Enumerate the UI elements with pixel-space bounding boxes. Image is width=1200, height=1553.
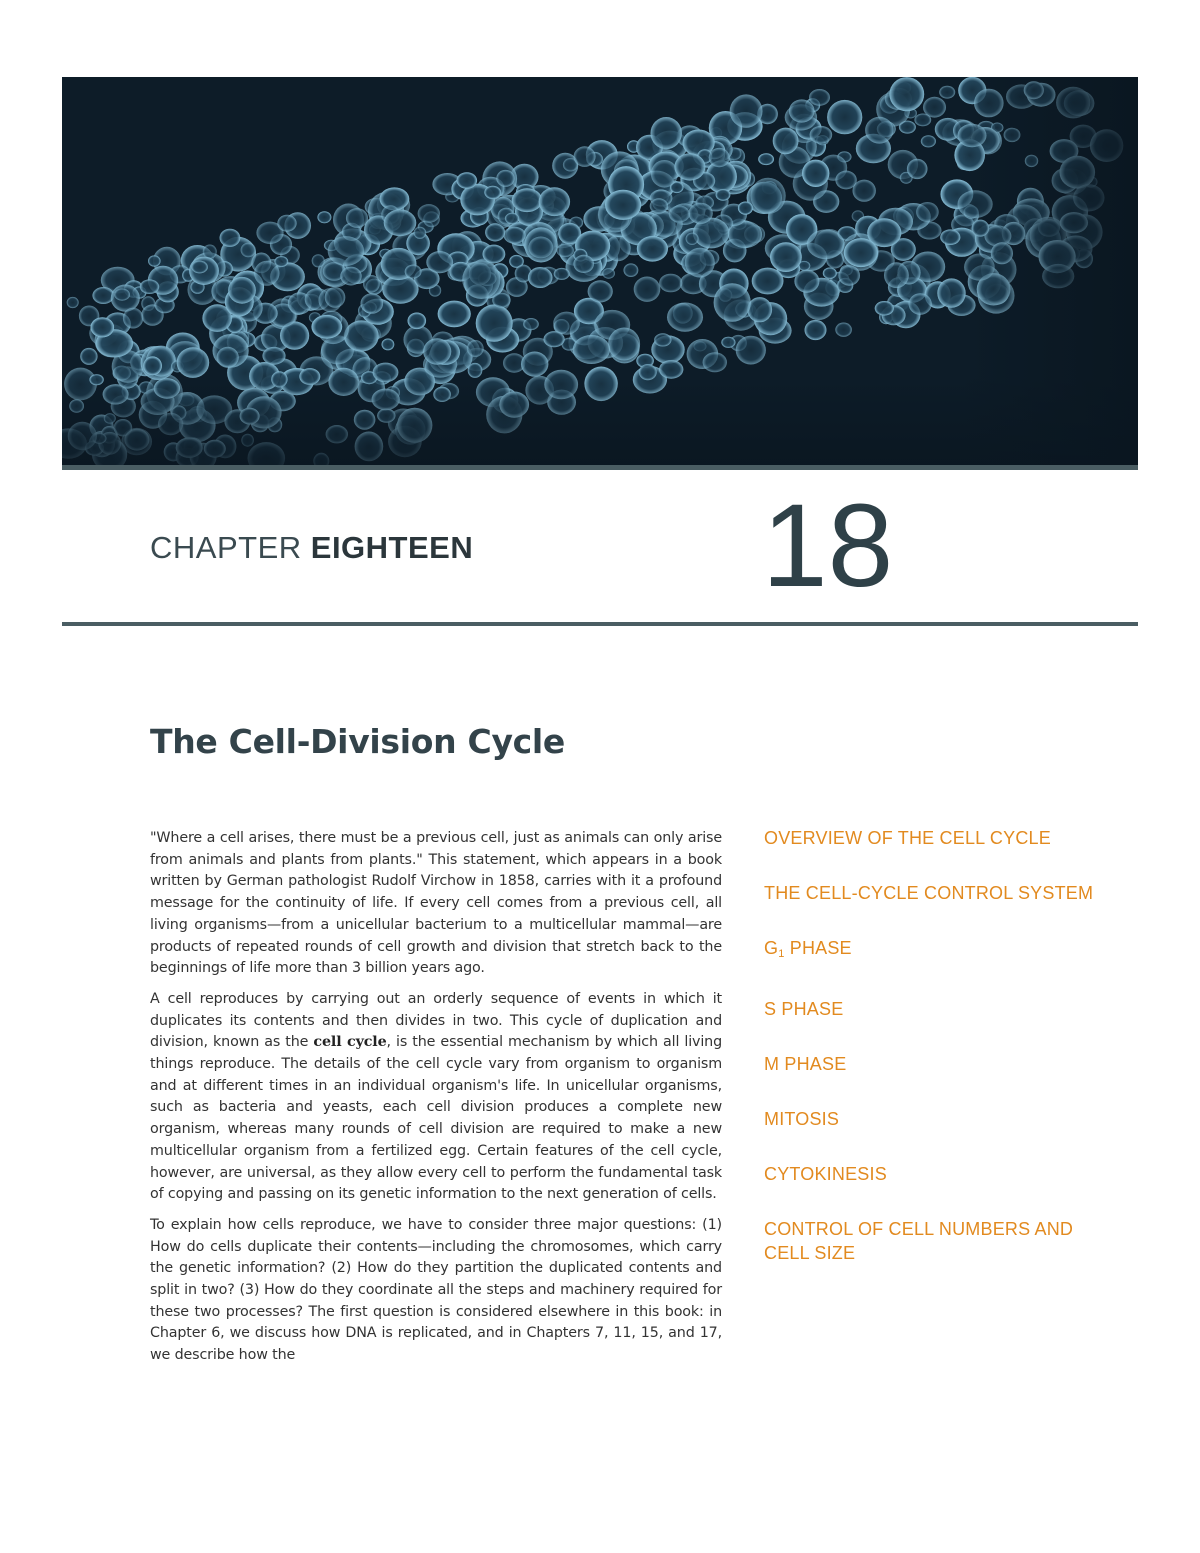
cell-shape xyxy=(738,202,753,215)
cell-shape xyxy=(408,313,427,330)
paragraph-2-lead: A cell reproduces by carrying out an orderly sequence of events in which it duplicates its contents and then divides in two. This cycle of duplication and division, known as the xyxy=(150,990,722,1051)
cell-shape xyxy=(940,229,960,245)
cell-shape xyxy=(716,189,731,201)
chapter-label xyxy=(150,530,473,566)
toc-item-overview[interactable]: OVERVIEW OF THE CELL CYCLE xyxy=(764,828,1051,848)
cell-shape xyxy=(602,268,615,279)
cell-shape xyxy=(884,262,909,288)
cell-shape xyxy=(773,128,799,155)
cell-shape xyxy=(277,215,296,232)
cell-shape xyxy=(875,301,894,316)
cell-shape xyxy=(574,146,596,167)
cell-shape xyxy=(311,315,342,339)
cell-shape xyxy=(344,320,379,351)
cell-shape xyxy=(909,293,932,315)
cell-shape xyxy=(553,312,580,335)
cell-shape xyxy=(191,261,208,274)
cell-shape xyxy=(325,287,346,308)
cell-shape xyxy=(228,277,256,304)
toc-item-s-phase[interactable]: S PHASE xyxy=(764,999,844,1019)
cell-shape xyxy=(496,170,514,187)
chapter-word: EIGHTEEN xyxy=(310,530,474,565)
cell-shape xyxy=(554,268,570,280)
cell-shape xyxy=(492,293,510,308)
cell-shape xyxy=(67,297,79,308)
cell-shape xyxy=(605,190,641,220)
paragraph-2-rest: , is the essential mechanism by which all living things reproduce. The details of the cell cycle vary from organism to organism and at different times in an individual organism's life. In unicellular organisms, such as bacteria and yeasts, each cell division produces a complete new organism, whereas many rounds of cell division are required to make a new multicellular organism from a fertilized egg. Certain features of the cell cycle, however, are universal, as they allow every cell to perform the fundamental task of copying and passing on its genetic information to the next generation of cells. xyxy=(150,1034,723,1203)
cell-shape xyxy=(467,340,484,357)
cell-shape xyxy=(405,265,422,279)
cell-shape xyxy=(363,275,380,293)
cell-shape xyxy=(835,323,852,337)
cell-shape xyxy=(865,117,893,144)
cell-shape xyxy=(714,283,751,322)
toc-item-mitosis[interactable]: MITOSIS xyxy=(764,1109,840,1129)
cell-shape xyxy=(438,301,471,328)
cell-shape xyxy=(752,268,784,295)
cell-shape xyxy=(340,267,361,286)
cell-shape xyxy=(505,213,519,224)
cell-shape xyxy=(770,242,802,272)
body-text xyxy=(150,828,722,1376)
cell-shape xyxy=(637,236,668,262)
toc-item-control-system[interactable]: THE CELL-CYCLE CONTROL SYSTEM xyxy=(764,883,1094,903)
cell-shape xyxy=(805,320,827,340)
cell-shape xyxy=(262,347,285,365)
cell-shape xyxy=(483,245,506,264)
cell-shape xyxy=(143,356,162,375)
cell-shape xyxy=(654,333,671,346)
cell-shape xyxy=(573,335,610,364)
cell-shape xyxy=(346,208,368,228)
cell-shape xyxy=(328,236,364,266)
chapter-prefix: CHAPTER xyxy=(150,530,302,565)
page-title: The Cell-Division Cycle xyxy=(150,722,566,761)
cell-shape xyxy=(651,117,682,149)
paragraph-2 xyxy=(150,989,722,1206)
cell-shape xyxy=(651,160,678,188)
cell-shape xyxy=(721,337,735,348)
cell-micrograph xyxy=(62,77,1138,469)
cell-shape xyxy=(423,338,451,364)
cell-shape xyxy=(758,153,774,165)
cell-shape xyxy=(382,339,395,351)
cell-shape xyxy=(827,100,862,134)
cell-shape xyxy=(361,293,384,314)
cell-shape xyxy=(140,279,159,294)
cell-shape xyxy=(914,114,931,127)
cell-shape xyxy=(317,211,331,223)
cell-shape xyxy=(177,347,210,378)
cell-shape xyxy=(730,94,763,127)
cell-shape xyxy=(703,352,727,372)
cell-shape xyxy=(823,268,837,279)
cell-shape xyxy=(809,89,830,106)
cell-shape xyxy=(484,186,501,199)
cell-shape xyxy=(468,363,483,378)
toc-item-cell-numbers[interactable]: CONTROL OF CELL NUMBERS AND CELL SIZE xyxy=(764,1219,1074,1263)
cell-shape xyxy=(457,172,478,189)
cell-shape xyxy=(92,287,114,304)
toc-item-g1-label: PHASE xyxy=(784,938,852,958)
cell-shape xyxy=(544,331,565,347)
cell-shape xyxy=(556,244,574,257)
cell-shape xyxy=(674,153,705,180)
cell-shape xyxy=(254,261,279,286)
cell-shape xyxy=(667,303,703,332)
cell-shape xyxy=(669,206,690,223)
cell-shape xyxy=(747,297,772,322)
cell-shape xyxy=(916,202,939,222)
cell-shape xyxy=(608,328,640,361)
cell-shape xyxy=(414,227,427,239)
cell-shape xyxy=(114,289,130,301)
cell-shape xyxy=(241,243,256,257)
toc-item-g1-phase[interactable] xyxy=(764,936,1094,966)
cell-shape xyxy=(220,229,241,247)
cell-shape xyxy=(939,86,955,99)
hero-divider xyxy=(62,465,1138,470)
cell-shape xyxy=(123,308,143,329)
cell-shape xyxy=(91,317,115,337)
cell-shape xyxy=(810,126,833,144)
toc-item-cytokinesis[interactable]: CYTOKINESIS xyxy=(764,1164,887,1184)
cell-shape xyxy=(650,198,668,213)
cell-shape xyxy=(685,248,715,278)
cell-shape xyxy=(838,265,860,285)
cell-shape xyxy=(588,280,613,302)
cell-shape xyxy=(521,352,548,377)
paragraph-1: "Where a cell arises, there must be a previous cell, just as animals can only arise from animals and plants from plants." This statement, which appears in a book written by German pathologist Rudolf Virchow in 1858, carries with it a profound message for the continuity of life. If every cell comes from a previous cell, all living organisms—from a unicellular bacterium to a multicellular mammal—are products of repeated rounds of cell growth and division that stretch back to the beginnings of life more than 3 billion years ago. xyxy=(150,830,722,977)
paragraph-3: To explain how cells reproduce, we have to consider three major questions: (1) How do cells duplicate their contents—including the chromosomes, which carry the genetic information? (2) How do they partition the duplicated contents and split in two? (3) How do they coordinate all the steps and machinery required for these two processes? The first question is considered elsewhere in this book: in Chapter 6, we discuss how DNA is replicated, and in Chapters 7, 11, 15, and 17, we describe how the xyxy=(150,1216,722,1364)
cell-shape xyxy=(794,270,819,293)
cell-shape xyxy=(688,203,712,224)
cell-shape xyxy=(418,204,440,223)
cell-shape xyxy=(853,180,876,202)
cell-shape xyxy=(217,347,239,368)
cell-shape xyxy=(921,135,936,147)
cell-shape xyxy=(476,304,513,341)
toc-item-m-phase[interactable]: M PHASE xyxy=(764,1054,847,1074)
toc-item-g1-subscript: 1 xyxy=(778,948,785,960)
cell-shape xyxy=(844,238,878,267)
cell-shape xyxy=(148,255,161,266)
cell-shape xyxy=(751,178,786,214)
chapter-divider xyxy=(62,622,1138,626)
cell-shape xyxy=(937,278,965,307)
cell-shape xyxy=(523,318,539,330)
chapter-number: 18 xyxy=(762,480,894,612)
chapter-contents xyxy=(764,826,1094,1296)
cell-shape xyxy=(659,360,683,379)
cell-shape xyxy=(485,223,505,241)
cell-shape xyxy=(384,209,417,236)
cell-shape xyxy=(462,260,500,299)
cell-shape xyxy=(80,348,97,365)
cell-shape xyxy=(573,255,594,273)
cell-shape xyxy=(789,99,815,122)
cell-shape xyxy=(659,274,682,293)
chapter-opener-image xyxy=(62,77,1138,469)
cell-shape xyxy=(802,160,829,187)
cell-shape xyxy=(539,187,570,216)
cell-shape xyxy=(624,263,639,277)
cell-shape xyxy=(426,251,453,273)
cell-shape xyxy=(907,159,928,179)
cell-shape xyxy=(634,277,661,302)
cell-shape xyxy=(736,336,766,365)
cell-shape xyxy=(528,267,553,288)
cell-shape xyxy=(686,233,699,245)
cell-shape xyxy=(709,148,730,167)
cell-shape xyxy=(889,77,924,111)
key-term: cell cycle xyxy=(313,1034,387,1051)
toc-item-g1-letter: G xyxy=(764,938,779,958)
cell-shape xyxy=(807,230,845,260)
cell-shape xyxy=(504,227,526,244)
cell-shape xyxy=(312,254,325,267)
cell-shape xyxy=(528,237,553,259)
cell-shape xyxy=(512,188,542,212)
